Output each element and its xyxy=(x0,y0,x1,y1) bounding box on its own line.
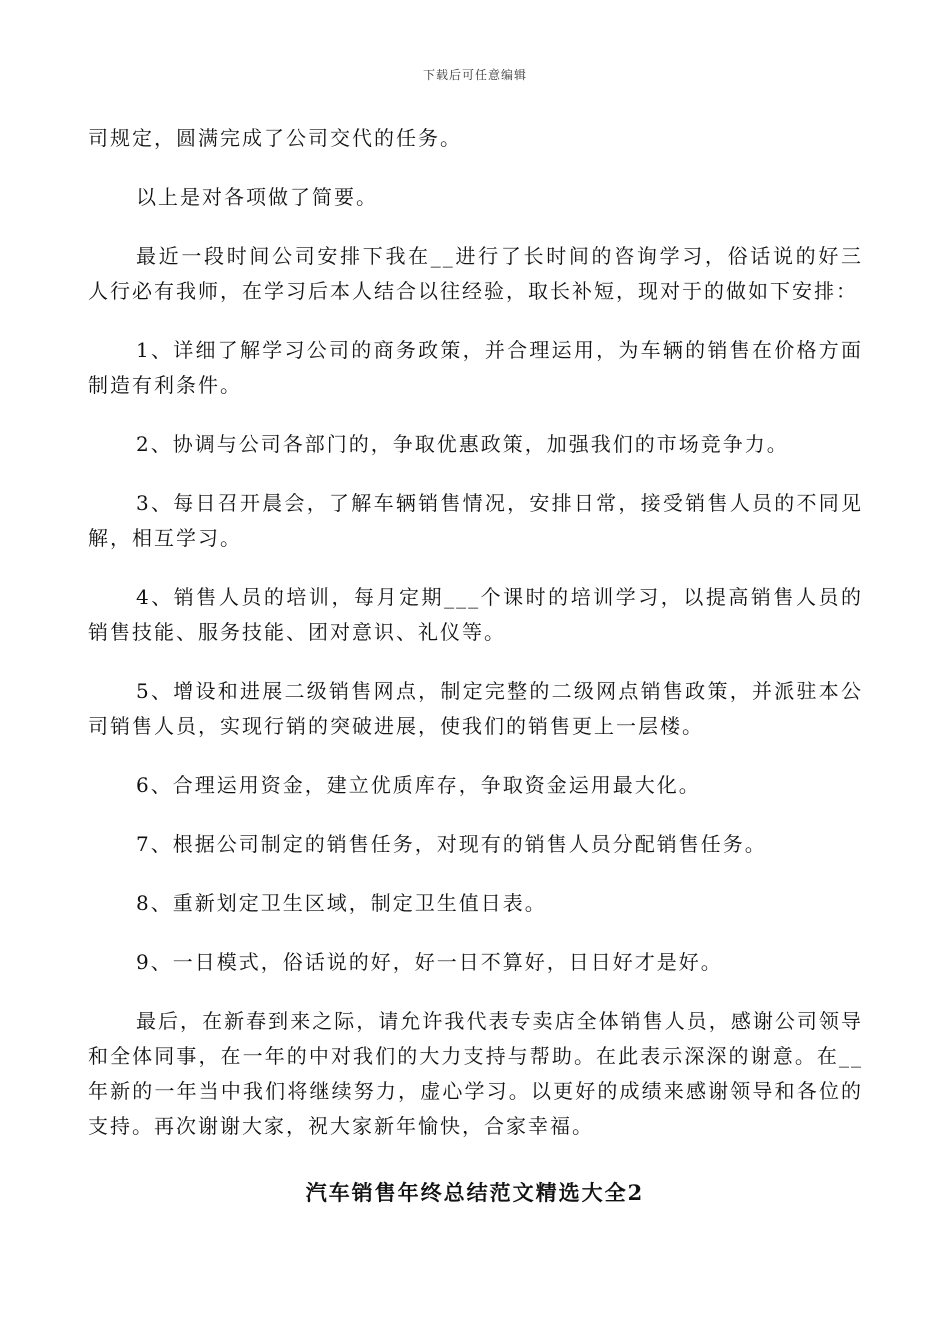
plan-item-3: 3、每日召开晨会，了解车辆销售情况，安排日常，接受销售人员的不同见解，相互学习。 xyxy=(88,491,863,550)
plan-item-2: 2、协调与公司各部门的，争取优惠政策，加强我们的市场竞争力。 xyxy=(136,432,789,456)
plan-item-4: 4、销售人员的培训，每月定期___个课时的培训学习，以提高销售人员的销售技能、服务技能、团对意识、礼仪等。 xyxy=(88,585,863,644)
paragraph-closing: 最后，在新春到来之际，请允许我代表专卖店全体销售人员，感谢公司领导和全体同事，在一年的中对我们的大力支持与帮助。在此表示深深的谢意。在__年新的一年当中我们将继续努力，虚心学习。以更好的成绩来感谢领导和各位的支持。再次谢谢大家，祝大家新年愉快，合家幸福。 xyxy=(88,1009,863,1138)
paragraph-intro-plan: 最近一段时间公司安排下我在__进行了长时间的咨询学习，俗话说的好三人行必有我师，在学习后本人结合以往经验，取长补短，现对于的做如下安排： xyxy=(88,244,863,303)
page-header: 下载后可任意编辑 xyxy=(422,68,527,82)
plan-item-5: 5、增设和进展二级销售网点，制定完整的二级网点销售政策，并派驻本公司销售人员，实现行销的突破进展，使我们的销售更上一层楼。 xyxy=(88,679,863,738)
plan-item-1: 1、详细了解学习公司的商务政策，并合理运用，为车辆的销售在价格方面制造有利条件。 xyxy=(88,338,863,397)
paragraph-continuation: 司规定，圆满完成了公司交代的任务。 xyxy=(88,126,462,150)
plan-item-7: 7、根据公司制定的销售任务，对现有的销售人员分配销售任务。 xyxy=(136,832,767,856)
plan-item-8: 8、重新划定卫生区域，制定卫生值日表。 xyxy=(136,891,547,915)
document-body xyxy=(88,121,863,1168)
plan-item-9: 9、一日模式，俗话说的好，好一日不算好，日日好才是好。 xyxy=(136,950,723,974)
paragraph-summary: 以上是对各项做了简要。 xyxy=(136,185,378,209)
plan-item-6: 6、合理运用资金，建立优质库存，争取资金运用最大化。 xyxy=(136,773,701,797)
section-title: 汽车销售年终总结范文精选大全2 xyxy=(305,1180,645,1205)
